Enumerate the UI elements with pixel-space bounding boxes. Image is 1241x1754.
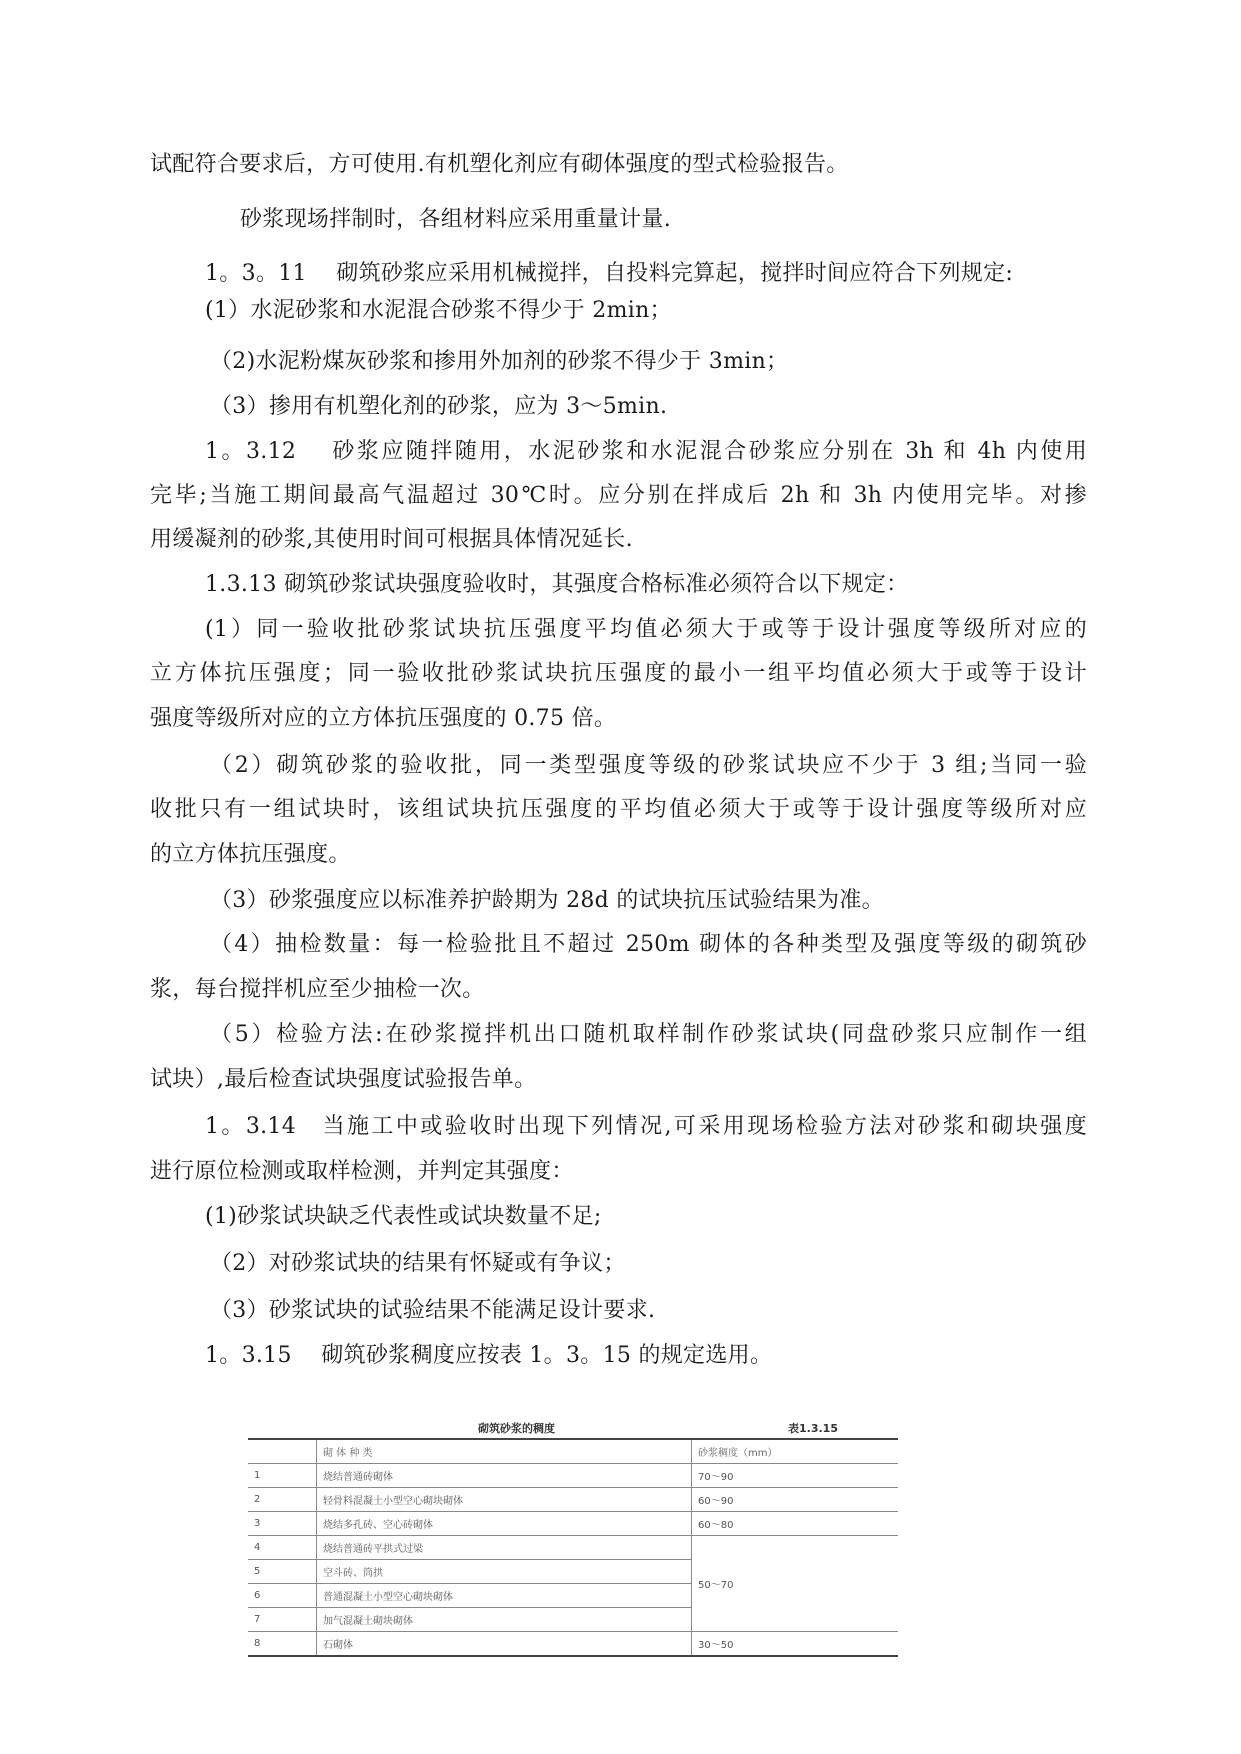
row-masonry-type: 空斗砖、筒拱 (317, 1560, 692, 1584)
paragraph-line: 1.3.13 砌筑砂浆试块强度验收时，其强度合格标准必须符合以下规定： (205, 572, 909, 597)
paragraph-line: 1。3.12 砂浆应随拌随用，水泥砂浆和水泥混合砂浆应分别在 3h 和 4h 内使用 (205, 439, 1087, 464)
table-row (248, 1512, 898, 1536)
row-index: 3 (248, 1512, 317, 1536)
paragraph-line: 立方体抗压强度；同一验收批砂浆试块抗压强度的最小一组平均值必须大于或等于设计 (150, 661, 1087, 686)
paragraph-line: 试块）,最后检查试块强度试验报告单。 (150, 1067, 537, 1092)
table-row (248, 1464, 898, 1488)
row-consistency: 60～80 (692, 1512, 899, 1536)
row-consistency: 70～90 (692, 1464, 899, 1488)
paragraph-line: （2)水泥粉煤灰砂浆和掺用外加剂的砂浆不得少于 3min； (210, 349, 789, 374)
table-header-cell: 砂浆稠度（mm） (692, 1439, 899, 1464)
row-consistency-merged: 50～70 (692, 1536, 899, 1632)
paragraph-line: 的立方体抗压强度。 (150, 842, 351, 867)
paragraph-line: 用缓凝剂的砂浆,其使用时间可根据具体情况延长. (150, 527, 633, 552)
paragraph-line: （3）掺用有机塑化剂的砂浆，应为 3～5min. (210, 394, 668, 419)
row-masonry-type: 石砌体 (317, 1632, 692, 1657)
paragraph-line: （2）砌筑砂浆的验收批，同一类型强度等级的砂浆试块应不少于 3 组;当同一验 (210, 753, 1087, 778)
paragraph-line: 试配符合要求后，方可使用.有机塑化剂应有砌体强度的型式检验报告。 (150, 152, 849, 177)
paragraph-line: 1。3。11 砌筑砂浆应采用机械搅拌，自投料完算起，搅拌时间应符合下列规定: (205, 261, 1014, 286)
paragraph-line: 砂浆现场拌制时，各组材料应采用重量计量. (240, 207, 671, 232)
row-masonry-type: 加气混凝土砌块砌体 (317, 1608, 692, 1632)
paragraph-line: （2）对砂浆试块的结果有怀疑或有争议； (210, 1251, 626, 1276)
row-index: 7 (248, 1608, 317, 1632)
row-consistency: 30～50 (692, 1632, 899, 1657)
row-masonry-type: 轻骨料混凝土小型空心砌块砌体 (317, 1488, 692, 1512)
paragraph-line: （3）砂浆强度应以标准养护龄期为 28d 的试块抗压试验结果为准。 (210, 888, 884, 913)
table-number: 表1.3.15 (788, 1422, 838, 1435)
row-masonry-type: 烧结普通砖平拱式过梁 (317, 1536, 692, 1560)
paragraph-line: 浆，每台搅拌机应至少抽检一次。 (150, 977, 485, 1002)
paragraph-line: 收批只有一组试块时，该组试块抗压强度的平均值必须大于或等于设计强度等级所对应 (150, 797, 1087, 822)
paragraph-line: （4）抽检数量：每一检验批且不超过 250m 砌体的各种类型及强度等级的砌筑砂 (210, 932, 1087, 957)
paragraph-line: 1。3.15 砌筑砂浆稠度应按表 1。3。15 的规定选用。 (205, 1343, 773, 1368)
table-header-row (248, 1439, 898, 1464)
table-row (248, 1488, 898, 1512)
row-index: 8 (248, 1632, 317, 1657)
paragraph-line: 强度等级所对应的立方体抗压强度的 0.75 倍。 (150, 706, 617, 731)
table-row (248, 1632, 898, 1657)
row-index: 2 (248, 1488, 317, 1512)
paragraph-line: （3）砂浆试块的试验结果不能满足设计要求. (210, 1298, 656, 1323)
table-title: 砌筑砂浆的稠度 (478, 1422, 555, 1435)
row-index: 4 (248, 1536, 317, 1560)
row-index: 6 (248, 1584, 317, 1608)
row-masonry-type: 普通混凝土小型空心砌块砌体 (317, 1584, 692, 1608)
table-row (248, 1536, 898, 1560)
row-index: 5 (248, 1560, 317, 1584)
table-header-cell: 砌 体 种 类 (317, 1439, 692, 1464)
consistency-table (248, 1438, 898, 1657)
paragraph-line: 进行原位检测或取样检测，并判定其强度： (150, 1159, 574, 1184)
paragraph-line: 完毕;当施工期间最高气温超过 30℃时。应分别在拌成后 2h 和 3h 内使用完毕。对掺 (150, 483, 1087, 508)
paragraph-line: （5）检验方法:在砂浆搅拌机出口随机取样制作砂浆试块(同盘砂浆只应制作一组 (210, 1022, 1087, 1047)
row-masonry-type: 烧结普通砖砌体 (317, 1464, 692, 1488)
row-masonry-type: 烧结多孔砖、空心砖砌体 (317, 1512, 692, 1536)
paragraph-line: (1）同一验收批砂浆试块抗压强度平均值必须大于或等于设计强度等级所对应的 (205, 617, 1087, 642)
row-consistency: 60～90 (692, 1488, 899, 1512)
consistency-table-block (248, 1416, 898, 1657)
table-caption (248, 1416, 898, 1438)
paragraph-line: (1）水泥砂浆和水泥混合砂浆不得少于 2min； (205, 298, 672, 323)
paragraph-line: (1)砂浆试块缺乏代表性或试块数量不足; (205, 1204, 602, 1229)
row-index: 1 (248, 1464, 317, 1488)
table-header-cell (248, 1439, 317, 1464)
paragraph-line: 1。3.14 当施工中或验收时出现下列情况,可采用现场检验方法对砂浆和砌块强度 (205, 1114, 1087, 1139)
